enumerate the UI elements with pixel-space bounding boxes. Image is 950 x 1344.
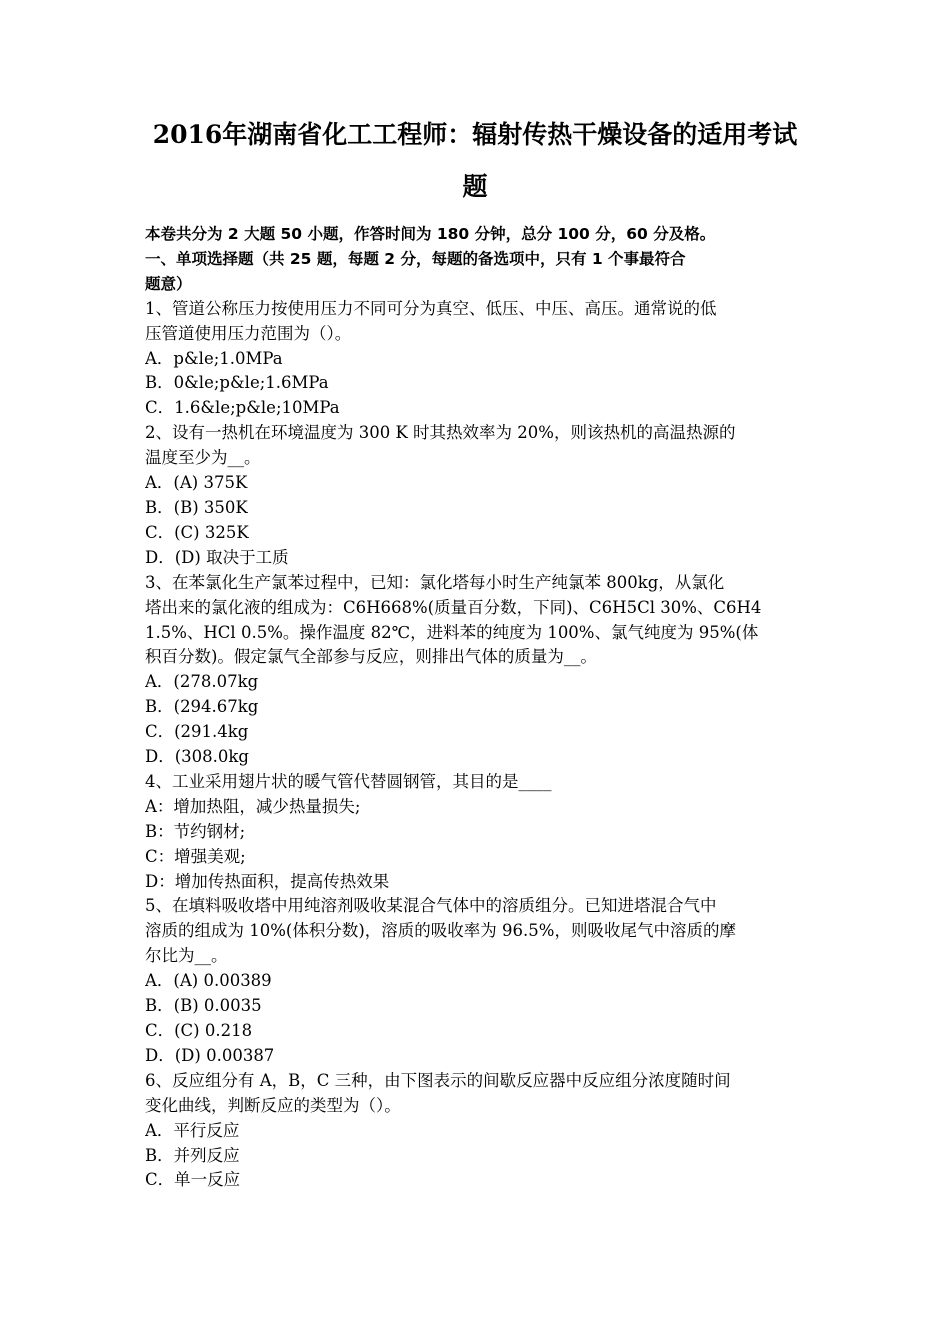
text-line: 塔出来的氯化液的组成为：C6H668%(质量百分数，下同)、C6H5Cl 30%、C6H4 <box>145 597 762 617</box>
section-heading: 一、单项选择题（共 25 题，每题 2 分，每题的备选项中，只有 1 个事最符合 <box>145 249 686 268</box>
text-line: 积百分数)。假定氯气全部参与反应，则排出气体的质量为__。 <box>145 647 597 667</box>
text-line: C：增强美观; <box>145 846 246 866</box>
document-title-continued: 题 <box>462 172 488 201</box>
question-list <box>145 297 815 1194</box>
text-line: C．(C) 325K <box>145 522 249 542</box>
text-line: B．(B) 350K <box>145 497 248 517</box>
text-line: A．(A) 0.00389 <box>145 971 272 991</box>
text-line: D：增加传热面积，提高传热效果 <box>145 871 390 891</box>
text-line: C．单一反应 <box>145 1170 241 1190</box>
text-line: A．平行反应 <box>145 1120 240 1140</box>
document-body <box>145 222 815 1193</box>
text-line: 变化曲线，判断反应的类型为（）。 <box>145 1095 401 1115</box>
text-line: 3、在苯氯化生产氯苯过程中，已知：氯化塔每小时生产纯氯苯 800kg，从氯化 <box>145 572 725 592</box>
text-line: 压管道使用压力范围为（）。 <box>145 323 352 343</box>
text-line: 2、设有一热机在环境温度为 300 K 时其热效率为 20%，则该热机的高温热源的 <box>145 423 736 443</box>
text-line: 5、在填料吸收塔中用纯溶剂吸收某混合气体中的溶质组分。已知进塔混合气中 <box>145 896 717 916</box>
text-line: B．(B) 0.0035 <box>145 996 262 1016</box>
text-line: 1.5%、HCl 0.5%。操作温度 82℃，进料苯的纯度为 100%、氯气纯度为 95%(体 <box>145 622 759 642</box>
text-line: 4、工业采用翅片状的暖气管代替圆钢管，其目的是____ <box>145 771 552 791</box>
text-line: 6、反应组分有 A，B，C 三种，由下图表示的间歇反应器中反应组分浓度随时间 <box>145 1070 731 1090</box>
text-line: B．0&le;p&le;1.6MPa <box>145 373 329 393</box>
section-heading-continued: 题意） <box>145 274 192 293</box>
text-line: A．(278.07kg <box>145 672 259 692</box>
text-line: 1、管道公称压力按使用压力不同可分为真空、低压、中压、高压。通常说的低 <box>145 298 717 318</box>
text-line: A．p&le;1.0MPa <box>145 348 283 368</box>
text-line: B．并列反应 <box>145 1145 240 1165</box>
exam-intro: 本卷共分为 2 大题 50 小题，作答时间为 180 分钟，总分 100 分，60 分及格。 <box>145 225 716 243</box>
text-line: 溶质的组成为 10%(体积分数)，溶质的吸收率为 96.5%，则吸收尾气中溶质的摩 <box>145 921 736 941</box>
text-line: B．(294.67kg <box>145 697 259 717</box>
text-line: B：节约钢材; <box>145 821 246 841</box>
text-line: C．(C) 0.218 <box>145 1021 253 1040</box>
text-line: C．1.6&le;p&le;10MPa <box>145 398 340 418</box>
text-line: 温度至少为__。 <box>145 448 261 468</box>
text-line: D．(D) 0.00387 <box>145 1045 275 1065</box>
text-line: 尔比为__。 <box>145 946 228 966</box>
text-line: C．(291.4kg <box>145 722 249 742</box>
text-line: A：增加热阻，减少热量损失; <box>145 796 361 816</box>
document-title: 2016年湖南省化工工程师：辐射传热干燥设备的适用考试 <box>152 120 798 149</box>
text-line: A．(A) 375K <box>145 473 248 493</box>
text-line: D．(308.0kg <box>145 747 249 767</box>
text-line: D．(D) 取决于工质 <box>145 547 289 567</box>
